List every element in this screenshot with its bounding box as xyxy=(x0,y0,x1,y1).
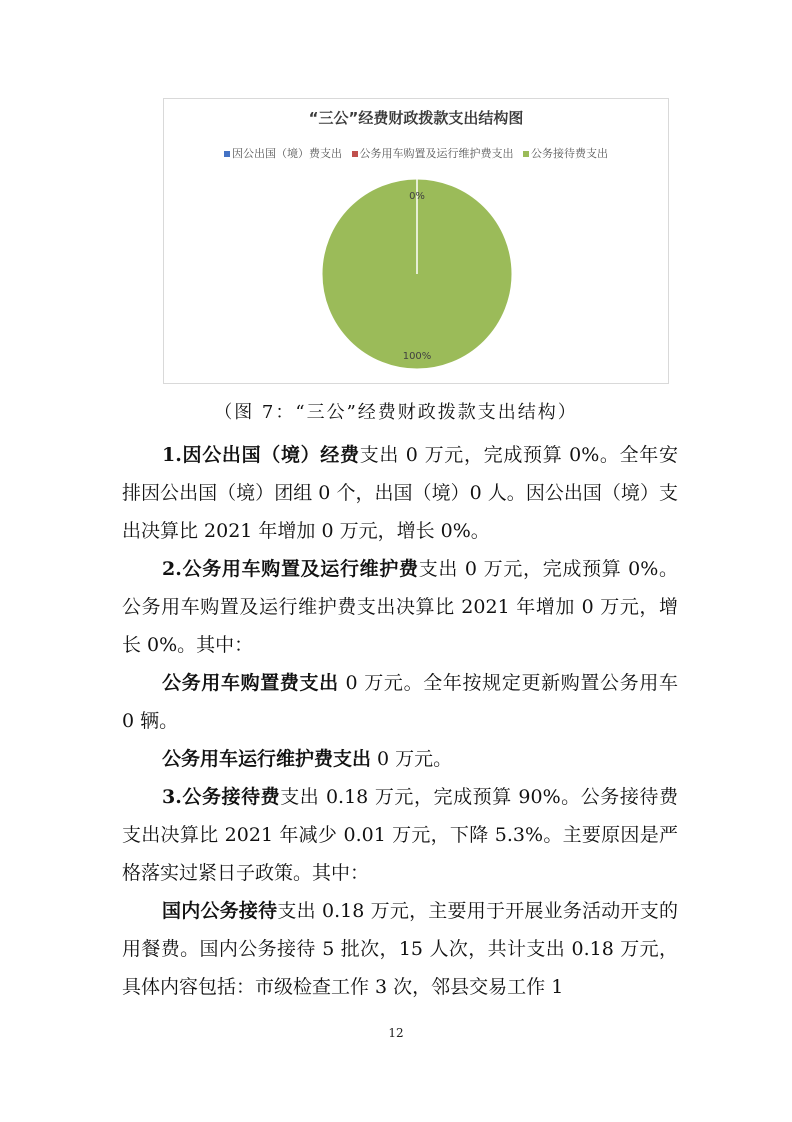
paragraph xyxy=(122,892,678,1006)
pie-chart xyxy=(163,98,669,384)
paragraph xyxy=(122,550,678,664)
legend-label: 公务接待费支出 xyxy=(531,147,608,160)
pie-data-label: 0% xyxy=(409,191,425,202)
legend-label: 因公出国（境）费支出 xyxy=(232,147,342,160)
paragraph-text: 0 万元。 xyxy=(371,748,453,770)
paragraph-heading: 1.因公出国（境）经费 xyxy=(162,444,360,466)
paragraph-heading: 国内公务接待 xyxy=(162,900,278,922)
paragraph-text: 支出 0.18 万元，完成预算 90%。公务接待费支出决算比 2021 年减少 0.01 万元，下降 5.3%。主要原因是严格落实过紧日子政策。其中： xyxy=(122,786,678,884)
paragraph-heading: 2.公务用车购置及运行维护费 xyxy=(162,558,419,580)
paragraph-text: 支出 0 万元，完成预算 0%。全年安排因公出国（境）团组 0 个，出国（境）0 人。因公出国（境）支出决算比 2021 年增加 0 万元，增长 0%。 xyxy=(122,444,678,542)
figure-caption: （图 7：“三公”经费财政拨款支出结构） xyxy=(214,402,578,423)
paragraph-text: 支出 0 万元，完成预算 0%。公务用车购置及运行维护费支出决算比 2021 年增加 0 万元，增长 0%。其中： xyxy=(122,558,678,656)
page-number: 12 xyxy=(388,1026,404,1040)
paragraph xyxy=(122,664,678,740)
pie-plot-area xyxy=(164,99,670,385)
paragraph-text: 0 万元。全年按规定更新购置公务用车 0 辆。 xyxy=(122,672,678,732)
paragraph xyxy=(122,740,678,778)
paragraph-heading: 公务用车购置费支出 xyxy=(162,672,339,694)
paragraph-heading: 公务用车运行维护费支出 xyxy=(162,748,372,770)
paragraph-text: 支出 0.18 万元，主要用于开展业务活动开支的用餐费。国内公务接待 5 批次，15 人次，共计支出 0.18 万元，具体内容包括：市级检查工作 3 次，邻县交易工作 1 xyxy=(122,900,678,998)
chart-title: “三公”经费财政拨款支出结构图 xyxy=(308,109,524,127)
legend-label: 公务用车购置及运行维护费支出 xyxy=(359,147,514,160)
body-text xyxy=(122,436,678,1006)
paragraph xyxy=(122,436,678,550)
pie-data-label: 100% xyxy=(402,351,432,362)
paragraph xyxy=(122,778,678,892)
paragraph-heading: 3.公务接待费 xyxy=(162,786,281,808)
